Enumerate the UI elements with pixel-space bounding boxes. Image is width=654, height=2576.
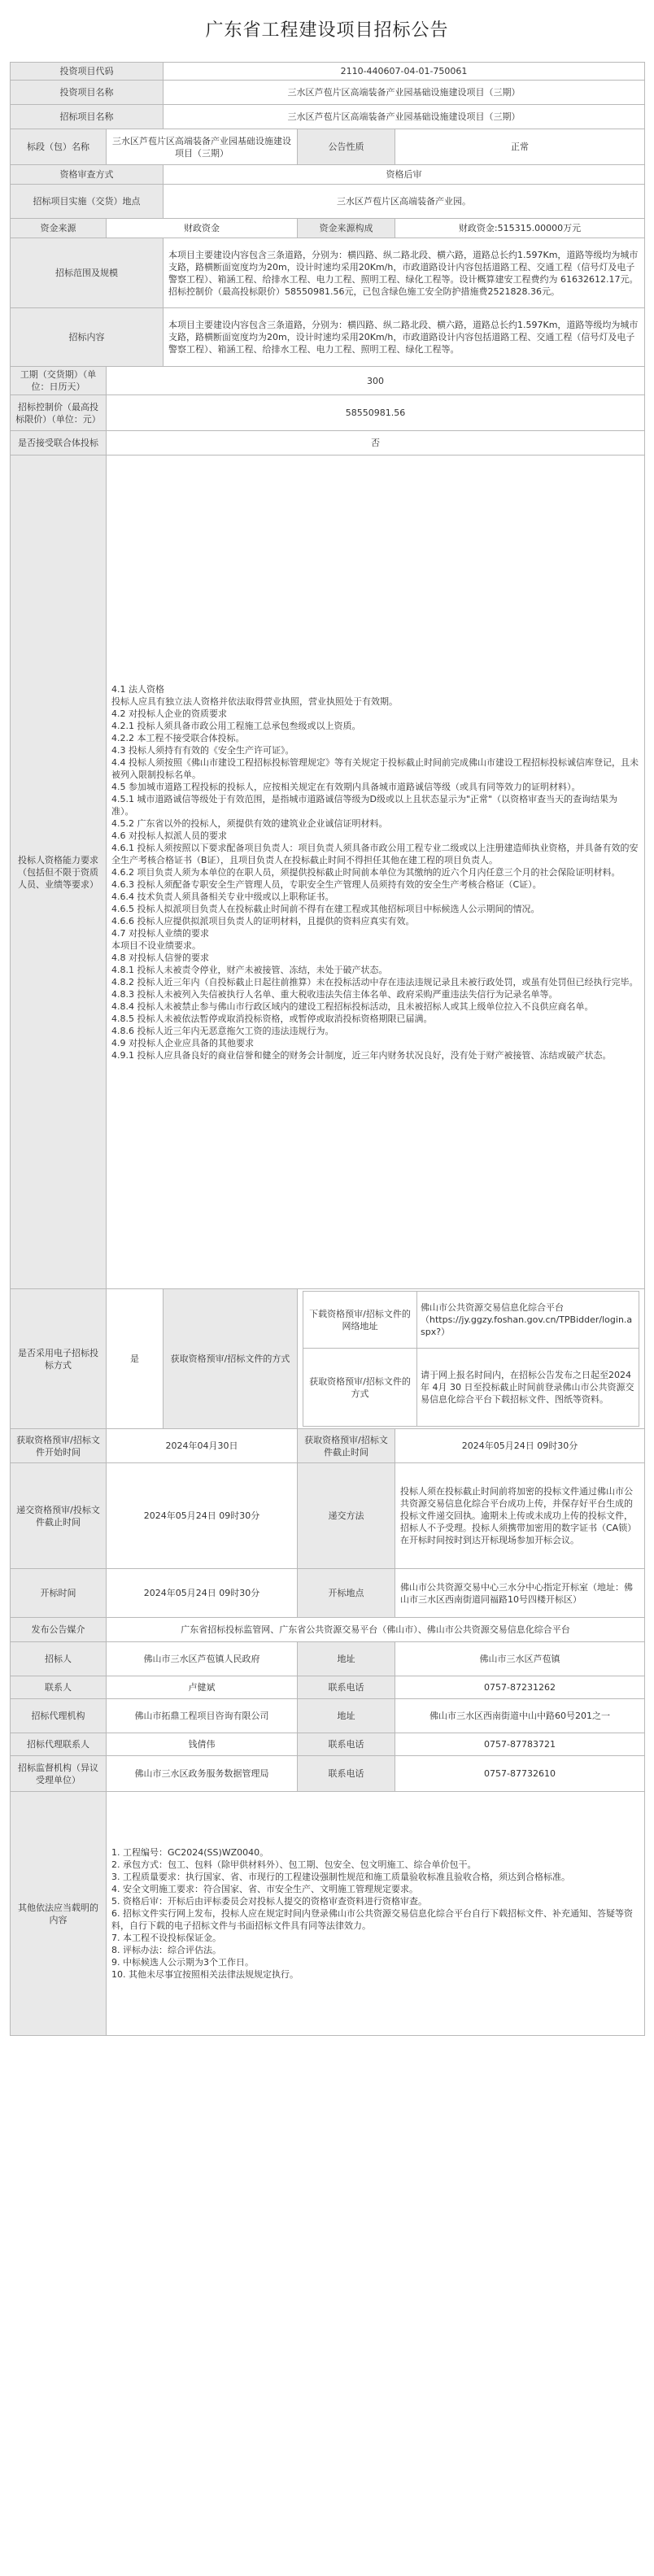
supervisor-label: 招标监督机构（异议受理单位） <box>11 1756 107 1792</box>
obtain-end-label: 获取资格预审/招标文件截止时间 <box>298 1429 395 1463</box>
max-price-label: 招标控制价（最高投标限价）（单位：元） <box>11 395 107 431</box>
content-label: 招标内容 <box>11 308 164 367</box>
row-project-code <box>11 63 645 81</box>
obtain-method-table <box>303 1291 639 1427</box>
funding-composition-value: 财政资金:515315.00000万元 <box>395 219 645 238</box>
agency-label: 招标代理机构 <box>11 1699 107 1733</box>
open-time-label: 开标时间 <box>11 1569 107 1618</box>
funding-label: 资金来源 <box>11 219 107 238</box>
submit-deadline-label: 递交资格预审/投标文件截止时间 <box>11 1463 107 1569</box>
obtain-start-label: 获取资格预审/招标文件开始时间 <box>11 1429 107 1463</box>
row-content <box>11 308 645 367</box>
agency-phone-label: 联系电话 <box>298 1733 395 1756</box>
tenderer-address-label: 地址 <box>298 1642 395 1676</box>
funding-value: 财政资金 <box>107 219 298 238</box>
funding-composition-label: 资金来源构成 <box>298 219 395 238</box>
location-label: 招标项目实施（交货）地点 <box>11 185 164 219</box>
page-title: 广东省工程建设项目招标公告 <box>205 20 449 41</box>
scope-value: 本项目主要建设内容包含三条道路，分别为：横四路、纵二路北段、横六路，道路总长约1.597Km，道路等级均为城市支路，路横断面宽度均为20m，设计时速均采用20Km/h，市政道路设计内容包括道路工程、交通工程（信号灯及电子警察工程）、箱涵工程、给排水工程、电力工程、照明工程、绿化工程等。设计概算建安工程费约为 61632612.17元。招标控制价（最高投标限价）58550981.56元，已包含绿色施工安全防护措施费2521828.36元。 <box>164 238 645 308</box>
row-other <box>11 1792 645 2036</box>
obtain-method-cell <box>298 1289 645 1429</box>
platform-label: 发布公告媒介 <box>11 1618 107 1642</box>
download-address-value[interactable]: 佛山市公共资源交易信息化综合平台（https://jy.ggzy.foshan.gov.cn/TPBidder/login.aspx?） <box>417 1292 639 1349</box>
row-tenderer <box>11 1642 645 1676</box>
requirements-value: 4.1 法人资格 投标人应具有独立法人资格并依法取得营业执照，营业执照处于有效期。 4.2 对投标人企业的资质要求 4.2.1 投标人须具备市政公用工程施工总承包叁级或以上资质。 4.2.2 本工程不接受联合体投标。 4.3 投标人须持有有效的《安全生产许可证》。 4.4 投标人须按照《佛山市建设工程招标投标管理规定》等有关规定于投标截止时间前完成佛山市建设工程招标投标诚信库登记，且未被列入限制投标名单。 4.5 参加城市道路工程投标的投标人，应按相关规定在有效期内具备城市道路诚信等级（或具有同等效力的证明材料）。 4.5.1 城市道路诚信等级处于有效范围，是指城市道路诚信等级为D级或以上且状态显示为"正常"（以资格审查当天的查询结果为准）。 4.5.2 广东省以外的投标人，须提供有效的建筑业企业诚信证明材料。 4.6 对投标人拟派人员的要求 4.6.1 投标人须按照以下要求配备项目负责人：项目负责人须具备市政公用工程专业二级或以上注册建造师执业资格，并具备有效的安全生产考核合格证书（B证），且项目负责人在投标截止时间不得担任其他在建工程的项目负责人。 4.6.2 项目负责人须为本单位的在职人员，须提供投标截止时间前本单位为其缴纳的近六个月内任意三个月的社会保险证明材料。 4.6.3 投标人须配备专职安全生产管理人员，专职安全生产管理人员须持有效的安全生产考核合格证（C证）。 4.6.4 技术负责人须具备相关专业中级或以上职称证书。 4.6.5 投标人拟派项目负责人在投标截止时间前不得有在建工程或其他招标项目中标候选人公示期间的情况。 4.6.6 投标人应提供拟派项目负责人的证明材料，且提供的资料应真实有效。 4.7 对投标人业绩的要求 本项目不设业绩要求。 4.8 对投标人信誉的要求 4.8.1 投标人未被责令停业，财产未被接管、冻结，未处于破产状态。 4.8.2 投标人近三年内（自投标截止日起往前推算）未在投标活动中存在违法违规记录且未被行政处罚，或虽有处罚但已经执行完毕。 4.8.3 投标人未被列入失信被执行人名单、重大税收违法失信主体名单、政府采购严重违法失信行为记录名单等。 4.8.4 投标人未被禁止参与佛山市行政区域内的建设工程招标投标活动，且未被招标人或其上级单位拉入不良供应商名单。 4.8.5 投标人未被依法暂停或取消投标资格，或暂停或取消投标资格期限已届满。 4.8.6 投标人近三年内无恶意拖欠工资的违法违规行为。 4.9 对投标人企业应具备的其他要求 4.9.1 投标人应具备良好的商业信誉和健全的财务会计制度，近三年内财务状况良好，没有处于财产被接管、冻结或破产状态。 <box>107 455 645 1289</box>
project-code-value: 2110-440607-04-01-750061 <box>164 63 645 81</box>
row-max-price <box>11 395 645 431</box>
open-place-label: 开标地点 <box>298 1569 395 1618</box>
location-value: 三水区芦苞片区高端装备产业园。 <box>164 185 645 219</box>
tender-project-name-value: 三水区芦苞片区高端装备产业园基础设施建设项目（三期） <box>164 105 645 129</box>
row-agency <box>11 1699 645 1733</box>
contact-value: 卢健斌 <box>107 1676 298 1699</box>
consortium-label: 是否接受联合体投标 <box>11 431 107 455</box>
section-name-value: 三水区芦苞片区高端装备产业园基础设施建设项目（三期） <box>107 129 298 165</box>
row-project-name <box>11 81 645 105</box>
agency-value: 佛山市拓鼎工程项目咨询有限公司 <box>107 1699 298 1733</box>
scope-label: 招标范围及规模 <box>11 238 164 308</box>
other-label: 其他依法应当载明的内容 <box>11 1792 107 2036</box>
row-scope <box>11 238 645 308</box>
row-submit-time <box>11 1463 645 1569</box>
agency-contact-value: 钱倩伟 <box>107 1733 298 1756</box>
contact-label: 联系人 <box>11 1676 107 1699</box>
row-online-tender <box>11 1289 645 1429</box>
submit-method-value: 投标人须在投标截止时间前将加密的投标文件通过佛山市公共资源交易信息化综合平台成功上传，并保存好平台生成的投标文件递交回执。逾期未上传或未成功上传的投标文件，招标人不予受理。投标人须携带加密用的数字证书（CA锁）在开标时间按时到达开标现场参加开标会议。 <box>395 1463 645 1569</box>
consortium-value: 否 <box>107 431 645 455</box>
obtain-way-label: 获取资格预审/招标文件的方式 <box>303 1349 417 1427</box>
tenderer-value: 佛山市三水区芦苞镇人民政府 <box>107 1642 298 1676</box>
row-open-time <box>11 1569 645 1618</box>
obtain-start-value: 2024年04月30日 <box>107 1429 298 1463</box>
download-address-label: 下载资格预审/招标文件的网络地址 <box>303 1292 417 1349</box>
status-label: 公告性质 <box>298 129 395 165</box>
row-funding <box>11 219 645 238</box>
tender-info-table <box>10 62 645 2036</box>
project-name-label: 投资项目名称 <box>11 81 164 105</box>
requirements-label: 投标人资格能力要求（包括但不限于资质人员、业绩等要求） <box>11 455 107 1289</box>
row-tender-project-name <box>11 105 645 129</box>
row-consortium <box>11 431 645 455</box>
duration-label: 工期（交货期）（单位：日历天） <box>11 367 107 395</box>
row-agency-contact <box>11 1733 645 1756</box>
obtain-way-value: 请于网上报名时间内，在招标公告发布之日起至2024年 4月 30 日至投标截止时间前登录佛山市公共资源交易信息化综合平台下载招标文件、图纸等资料。 <box>417 1349 639 1427</box>
approval-type-label: 资格审查方式 <box>11 165 164 185</box>
contact-phone-label: 联系电话 <box>298 1676 395 1699</box>
row-supervisor <box>11 1756 645 1792</box>
supervisor-value: 佛山市三水区政务服务数据管理局 <box>107 1756 298 1792</box>
platform-value: 广东省招标投标监管网、广东省公共资源交易平台（佛山市）、佛山市公共资源交易信息化综合平台 <box>107 1618 645 1642</box>
other-value: 1. 工程编号：GC2024(SS)WZ0040。 2. 承包方式：包工、包料（除甲供材料外）、包工期、包安全、包文明施工、综合单价包干。 3. 工程质量要求：执行国家、省、市现行的工程建设强制性规范和施工质量验收标准且验收合格，须达到合格标准。 4. 安全文明施工要求：符合国家、省、市安全生产、文明施工管理规定要求。 5. 资格后审：开标后由评标委员会对投标人提交的资格审查资料进行资格审查。 6. 招标文件实行网上发布，投标人应在规定时间内登录佛山市公共资源交易信息化综合平台自行下载招标文件、补充通知、答疑等资料，自行下载的电子招标文件与书面招标文件具有同等法律效力。 7. 本工程不设投标保证金。 8. 评标办法：综合评估法。 9. 中标候选人公示期为3个工作日。 10. 其他未尽事宜按照相关法律法规规定执行。 <box>107 1792 645 2036</box>
agency-contact-label: 招标代理联系人 <box>11 1733 107 1756</box>
agency-address-label: 地址 <box>298 1699 395 1733</box>
obtain-method-label: 获取资格预审/招标文件的方式 <box>164 1289 298 1429</box>
submit-method-label: 递交方法 <box>298 1463 395 1569</box>
tenderer-label: 招标人 <box>11 1642 107 1676</box>
online-tender-label: 是否采用电子招标投标方式 <box>11 1289 107 1429</box>
contact-phone-value: 0757-87231262 <box>395 1676 645 1699</box>
supervisor-phone-label: 联系电话 <box>298 1756 395 1792</box>
online-tender-value: 是 <box>107 1289 164 1429</box>
obtain-end-value: 2024年05月24日 09时30分 <box>395 1429 645 1463</box>
max-price-value: 58550981.56 <box>107 395 645 431</box>
project-code-label: 投资项目代码 <box>11 63 164 81</box>
agency-phone-value: 0757-87783721 <box>395 1733 645 1756</box>
row-requirements <box>11 455 645 1289</box>
row-section-name <box>11 129 645 165</box>
tender-project-name-label: 招标项目名称 <box>11 105 164 129</box>
approval-type-value: 资格后审 <box>164 165 645 185</box>
status-value: 正常 <box>395 129 645 165</box>
duration-value: 300 <box>107 367 645 395</box>
row-platform <box>11 1618 645 1642</box>
content-value: 本项目主要建设内容包含三条道路，分别为：横四路、纵二路北段、横六路，道路总长约1.597Km，道路等级均为城市支路，路横断面宽度均为20m，设计时速均采用20Km/h，市政道路设计内容包括道路工程、交通工程（信号灯及电子警察工程）、箱涵工程、给排水工程、电力工程、照明工程、绿化工程等。 <box>164 308 645 367</box>
project-name-value: 三水区芦苞片区高端装备产业园基础设施建设项目（三期） <box>164 81 645 105</box>
agency-address-value: 佛山市三水区西南街道中山中路60号201之一 <box>395 1699 645 1733</box>
open-place-value: 佛山市公共资源交易中心三水分中心指定开标室（地址：佛山市三水区西南街道同福路10号四楼开标区） <box>395 1569 645 1618</box>
submit-deadline-value: 2024年05月24日 09时30分 <box>107 1463 298 1569</box>
row-approval-type <box>11 165 645 185</box>
row-contact <box>11 1676 645 1699</box>
row-obtain-time <box>11 1429 645 1463</box>
row-location <box>11 185 645 219</box>
section-name-label: 标段（包）名称 <box>11 129 107 165</box>
row-duration <box>11 367 645 395</box>
tenderer-address-value: 佛山市三水区芦苞镇 <box>395 1642 645 1676</box>
open-time-value: 2024年05月24日 09时30分 <box>107 1569 298 1618</box>
supervisor-phone-value: 0757-87732610 <box>395 1756 645 1792</box>
